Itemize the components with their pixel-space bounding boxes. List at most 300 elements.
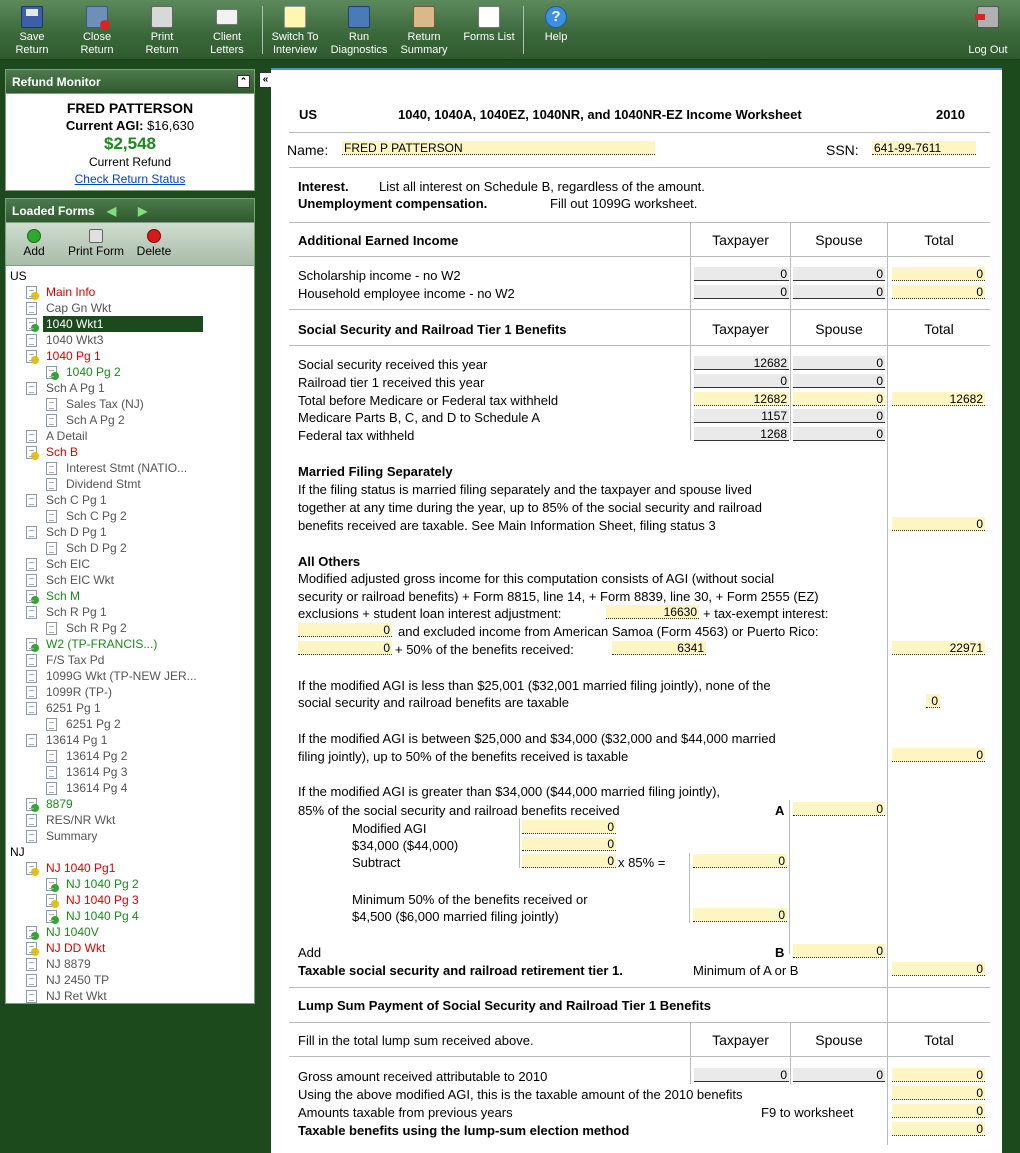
- paragraph-line: If the filing status is married filing separately and the taxpayer and spouse lived: [298, 482, 752, 497]
- tree-item[interactable]: [6, 540, 254, 556]
- divider: [289, 256, 990, 257]
- tree-item-label: NJ Ret Wkt: [46, 989, 107, 1003]
- column-divider: [519, 818, 520, 868]
- tree-item-label: A Detail: [46, 429, 88, 443]
- column-header-spouse: Spouse: [815, 232, 863, 248]
- section-heading: Married Filing Separately: [298, 464, 453, 479]
- tree-item[interactable]: [6, 556, 254, 572]
- spouse-field[interactable]: 0: [793, 285, 885, 299]
- check-badge-icon: [31, 804, 39, 812]
- column-divider: [689, 853, 690, 923]
- divider: [289, 222, 990, 223]
- row-label: Scholarship income - no W2: [298, 268, 461, 283]
- row-label: $4,500 ($6,000 married filing jointly): [352, 909, 559, 924]
- agi-field[interactable]: 16630: [606, 605, 699, 619]
- tree-item[interactable]: [6, 268, 254, 284]
- tree-item-label: 1040 Pg 1: [46, 349, 101, 363]
- tree-item-label: RES/NR Wkt: [46, 813, 116, 827]
- loaded-forms-header: Loaded Forms ◀ ▶: [5, 198, 255, 223]
- tree-item[interactable]: [6, 812, 254, 828]
- section-heading: Lump Sum Payment of Social Security and Railroad Tier 1 Benefits: [298, 998, 711, 1013]
- column-header-taxpayer: Taxpayer: [712, 1032, 769, 1048]
- tree-item-label: Sch C Pg 1: [46, 493, 107, 507]
- form-document-icon: [26, 654, 37, 667]
- taxable-2010-field[interactable]: 0: [892, 1086, 985, 1100]
- return-summary-button[interactable]: Return Summary: [399, 4, 449, 58]
- form-document-icon: [46, 718, 57, 731]
- tree-item[interactable]: [6, 988, 254, 1004]
- tree-item-label: 1040 Pg 2: [66, 365, 121, 379]
- tree-item-label: NJ 1040 Pg 4: [66, 909, 139, 923]
- samoa-field[interactable]: 0: [298, 641, 392, 655]
- check-badge-icon: [51, 372, 59, 380]
- warning-badge-icon: [51, 900, 59, 908]
- tree-item[interactable]: [6, 428, 254, 444]
- paragraph-line: social security and railroad benefits are taxable: [298, 695, 569, 710]
- tree-item[interactable]: [6, 892, 254, 908]
- taxpayer-field[interactable]: 12682: [694, 356, 789, 370]
- tree-item[interactable]: [6, 684, 254, 700]
- paragraph-line: exclusions + student loan interest adjustment:: [298, 606, 562, 621]
- line-a-field[interactable]: 0: [793, 802, 885, 816]
- form-document-icon: [26, 974, 37, 987]
- jurisdiction-label: US: [299, 107, 318, 122]
- interview-wand-icon: [284, 6, 306, 28]
- row-label: Using the above modified AGI, this is the taxable amount of the 2010 benefits: [298, 1087, 743, 1102]
- tree-item-label: Main Info: [46, 285, 96, 299]
- tree-item[interactable]: [6, 332, 254, 348]
- tax-exempt-interest-field[interactable]: 0: [298, 623, 392, 637]
- form-document-icon: [46, 542, 57, 555]
- form-document-icon: [26, 958, 37, 971]
- tree-item[interactable]: [6, 284, 254, 300]
- form-document-icon: [26, 990, 37, 1003]
- tree-item-label: 6251 Pg 1: [46, 701, 101, 715]
- form-document-icon: [46, 462, 57, 475]
- name-field[interactable]: FRED P PATTERSON: [342, 141, 655, 155]
- row-label: Taxable benefits using the lump-sum election method: [298, 1123, 630, 1138]
- form-warning-icon: [26, 286, 37, 299]
- tree-item-label: Dividend Stmt: [66, 477, 141, 491]
- tree-item[interactable]: [6, 348, 254, 364]
- forms-tree: [5, 266, 255, 1004]
- check-badge-icon: [31, 932, 39, 940]
- taxpayer-field[interactable]: 1157: [694, 409, 789, 423]
- tree-item[interactable]: [6, 956, 254, 972]
- section-heading: Social Security and Railroad Tier 1 Benefits: [298, 322, 567, 337]
- paragraph-line: + 50% of the benefits received:: [395, 642, 574, 657]
- tree-item-label: NJ 8879: [46, 957, 91, 971]
- tree-item-label: 1040 Wkt1: [43, 316, 203, 332]
- row-label: Federal tax withheld: [298, 428, 415, 443]
- tree-item-label: Summary: [46, 829, 98, 843]
- tree-item-label: NJ 1040 Pg1: [46, 861, 116, 875]
- printer-icon: [89, 229, 103, 243]
- column-header-total: Total: [924, 321, 954, 337]
- form-complete-icon: [46, 910, 57, 923]
- tree-item[interactable]: [6, 460, 254, 476]
- lump-sum-taxable-field[interactable]: 0: [892, 1122, 985, 1136]
- tree-item[interactable]: [6, 316, 254, 332]
- arrow-right-icon[interactable]: ▶: [138, 204, 148, 218]
- tree-item[interactable]: [6, 972, 254, 988]
- spouse-field[interactable]: 0: [793, 409, 885, 423]
- minimum-benefits-field[interactable]: 0: [693, 908, 787, 922]
- tree-item[interactable]: [6, 604, 254, 620]
- warning-badge-icon: [31, 356, 39, 364]
- arrow-left-icon[interactable]: ◀: [107, 204, 117, 218]
- tree-item-label: 6251 Pg 2: [66, 717, 121, 731]
- form-complete-icon: [46, 366, 57, 379]
- column-header-spouse: Spouse: [815, 321, 863, 337]
- form-document-icon: [46, 622, 57, 635]
- form-document-icon: [46, 782, 57, 795]
- tree-item[interactable]: [6, 396, 254, 412]
- form-document-icon: [26, 830, 37, 843]
- form-document-icon: [46, 478, 57, 491]
- tree-item-label: Sch C Pg 2: [66, 509, 127, 523]
- paragraph-line: filing jointly), up to 50% of the benefits received is taxable: [298, 749, 629, 764]
- paragraph-line: Modified adjusted gross income for this computation consists of AGI (without social: [298, 571, 775, 586]
- tree-item-label: 1099G Wkt (TP-NEW JER...: [46, 669, 197, 683]
- tree-item[interactable]: [6, 908, 254, 924]
- row-label: Add: [298, 945, 322, 960]
- tree-item[interactable]: [6, 700, 254, 716]
- tree-item[interactable]: [6, 476, 254, 492]
- tree-item[interactable]: [6, 364, 254, 380]
- tree-item[interactable]: [6, 444, 254, 460]
- spouse-field[interactable]: 0: [793, 267, 885, 281]
- tree-item-label: F/S Tax Pd: [46, 653, 105, 667]
- tree-item[interactable]: [6, 940, 254, 956]
- tree-item[interactable]: [6, 860, 254, 876]
- tree-item-label: NJ DD Wkt: [46, 941, 106, 955]
- taxpayer-field[interactable]: 0: [694, 267, 789, 281]
- tree-item-label: Sch A Pg 2: [66, 413, 125, 427]
- form-document-icon: [26, 702, 37, 715]
- form-document-icon: [26, 558, 37, 571]
- column-divider: [789, 800, 790, 954]
- paragraph-line: together at any time during the year, up to 85% of the social security and railroad: [298, 500, 762, 515]
- tree-item-label: W2 (TP-FRANCIS...): [46, 637, 158, 651]
- column-header-taxpayer: Taxpayer: [712, 232, 769, 248]
- form-warning-icon: [26, 446, 37, 459]
- line-b-field[interactable]: 0: [793, 944, 885, 958]
- form-document-icon: [26, 606, 37, 619]
- logout-door-icon: [977, 6, 999, 28]
- tree-item[interactable]: [6, 732, 254, 748]
- client-letters-button[interactable]: Client Letters: [205, 4, 249, 58]
- interest-heading: Interest.: [298, 179, 349, 194]
- form-complete-icon: [26, 590, 37, 603]
- line-b-label: B: [775, 945, 785, 960]
- clipboard-icon: [413, 6, 435, 28]
- current-agi: Current AGI: $16,630: [65, 118, 195, 133]
- save-return-button[interactable]: Save Return: [12, 4, 52, 58]
- row-label: $34,000 ($44,000): [352, 838, 459, 853]
- tree-item[interactable]: [6, 748, 254, 764]
- section-heading: All Others: [298, 554, 361, 569]
- check-badge-icon: [51, 916, 59, 924]
- tree-item-label: 1099R (TP-): [46, 685, 113, 699]
- tree-item[interactable]: [6, 524, 254, 540]
- subtract-field[interactable]: 0: [522, 854, 616, 868]
- column-divider: [887, 222, 888, 1145]
- tree-item[interactable]: [6, 380, 254, 396]
- column-header-total: Total: [924, 232, 954, 248]
- taxable-ss-field[interactable]: 0: [892, 962, 985, 976]
- form-warning-icon: [26, 942, 37, 955]
- previous-years-field[interactable]: 0: [892, 1104, 985, 1118]
- refund-amount: $2,548: [104, 134, 156, 153]
- diagnostics-monitor-icon: [348, 6, 370, 28]
- divider: [289, 1022, 990, 1023]
- tree-item-label: Sch M: [46, 589, 81, 603]
- form-complete-icon: [26, 638, 37, 651]
- unemployment-heading: Unemployment compensation.: [298, 196, 488, 211]
- collapse-icon[interactable]: ⌃: [237, 75, 250, 88]
- divider: [289, 987, 990, 988]
- tree-item-label: US: [10, 269, 27, 283]
- refund-monitor-panel: [5, 69, 255, 191]
- check-badge-icon: [31, 596, 39, 604]
- tree-item[interactable]: [6, 492, 254, 508]
- tree-item[interactable]: [6, 636, 254, 652]
- form-complete-icon: [26, 926, 37, 939]
- tree-item-label: Sch A Pg 1: [46, 381, 105, 395]
- envelope-icon: [216, 9, 238, 25]
- divider: [289, 132, 990, 133]
- form-complete-icon: [46, 878, 57, 891]
- toolbar-separator: [262, 6, 263, 54]
- column-header-taxpayer: Taxpayer: [712, 321, 769, 337]
- tree-item[interactable]: [6, 508, 254, 524]
- form-complete-icon: [26, 798, 37, 811]
- delete-form-button[interactable]: Delete: [132, 229, 176, 258]
- interest-text: List all interest on Schedule B, regardless of the amount.: [379, 179, 705, 194]
- tree-item[interactable]: [6, 828, 254, 844]
- print-return-button[interactable]: Print Return: [141, 4, 183, 58]
- row-label: Subtract: [352, 855, 401, 870]
- refund-monitor-header: Refund Monitor ⌃: [5, 69, 255, 94]
- total-field[interactable]: 12682: [892, 392, 985, 406]
- form-document-icon: [46, 414, 57, 427]
- form-warning-icon: [26, 350, 37, 363]
- tree-item-label: Sch D Pg 1: [46, 525, 107, 539]
- ssn-label: SSN:: [826, 142, 859, 158]
- tree-item-label: 1040 Wkt3: [46, 333, 104, 347]
- print-form-button[interactable]: Print Form: [64, 229, 128, 258]
- collapse-panel-icon[interactable]: «: [259, 72, 272, 88]
- modified-agi-field[interactable]: 0: [522, 820, 616, 834]
- form-document-icon: [26, 686, 37, 699]
- paragraph-line: and excluded income from American Samoa (Form 4563) or Puerto Rico:: [398, 624, 819, 639]
- tree-item[interactable]: [6, 716, 254, 732]
- f9-worksheet-link[interactable]: F9 to worksheet: [761, 1105, 854, 1120]
- form-document-icon: [26, 494, 37, 507]
- column-header-total: Total: [924, 1032, 954, 1048]
- spouse-field[interactable]: 0: [793, 392, 885, 406]
- tree-item[interactable]: [6, 796, 254, 812]
- tree-item[interactable]: [6, 300, 254, 316]
- tree-item-label: Sch D Pg 2: [66, 541, 127, 555]
- form-document-icon: [26, 574, 37, 587]
- help-button[interactable]: ? Help: [544, 8, 568, 43]
- name-label: Name:: [287, 142, 329, 158]
- none-taxable-field[interactable]: 0: [926, 694, 940, 708]
- total-field[interactable]: 0: [892, 1068, 985, 1082]
- multiplier-label: x 85% =: [618, 855, 666, 870]
- row-label: Amounts taxable from previous years: [298, 1105, 513, 1120]
- row-label: Total before Medicare or Federal tax withheld: [298, 393, 559, 408]
- tree-item[interactable]: [6, 780, 254, 796]
- check-return-status-link[interactable]: Check Return Status: [74, 172, 186, 186]
- warning-badge-icon: [31, 452, 39, 460]
- form-document-icon: [26, 430, 37, 443]
- toolbar: [0, 0, 1020, 60]
- worksheet-title: 1040, 1040A, 1040EZ, 1040NR, and 1040NR-EZ Income Worksheet: [398, 107, 802, 122]
- total-field[interactable]: 0: [892, 267, 985, 281]
- close-return-button[interactable]: Close Return: [76, 4, 118, 58]
- client-name: FRED PATTERSON: [66, 100, 194, 116]
- form-document-icon: [46, 398, 57, 411]
- form-document-icon: [26, 814, 37, 827]
- divider: [289, 167, 990, 168]
- forms-list-button[interactable]: Forms List: [462, 4, 516, 58]
- taxpayer-field[interactable]: 1268: [694, 427, 789, 441]
- taxpayer-field[interactable]: 0: [694, 1068, 789, 1082]
- tree-item[interactable]: [6, 844, 254, 860]
- loaded-forms-panel: [5, 198, 255, 1004]
- spouse-field[interactable]: 0: [793, 374, 885, 388]
- form-warning-icon: [46, 894, 57, 907]
- column-header-spouse: Spouse: [815, 1032, 863, 1048]
- check-badge-icon: [31, 644, 39, 652]
- tree-item-label: Sch B: [46, 445, 79, 459]
- refund-monitor-body: [5, 94, 255, 191]
- paragraph-line: If the modified AGI is greater than $34,000 ($44,000 married filing jointly),: [298, 784, 721, 799]
- form-document-icon: [46, 750, 57, 763]
- line-a-label: A: [775, 803, 785, 818]
- form-warning-icon: [26, 862, 37, 875]
- paragraph-line: benefits received are taxable. See Main Information Sheet, filing status 3: [298, 518, 716, 533]
- tree-item-label: NJ 2450 TP: [46, 973, 110, 987]
- row-label: Social security received this year: [298, 357, 488, 372]
- tree-item[interactable]: [6, 620, 254, 636]
- tree-item[interactable]: [6, 412, 254, 428]
- form-complete-icon: [26, 318, 37, 331]
- tree-item-label: NJ 1040V: [46, 925, 99, 939]
- run-diagnostics-button[interactable]: Run Diagnostics: [330, 4, 388, 58]
- row-label: Household employee income - no W2: [298, 286, 515, 301]
- income-worksheet: [271, 68, 1002, 1153]
- folder-close-icon: [86, 6, 108, 28]
- tree-item[interactable]: [6, 572, 254, 588]
- warning-badge-icon: [31, 292, 39, 300]
- form-document-icon: [46, 766, 57, 779]
- tree-item-label: NJ 1040 Pg 2: [66, 877, 139, 891]
- form-document-icon: [26, 526, 37, 539]
- switch-to-interview-button[interactable]: Switch To Interview: [268, 4, 322, 58]
- warning-badge-icon: [31, 948, 39, 956]
- tree-item[interactable]: [6, 668, 254, 684]
- ssn-field[interactable]: 641-99-7611: [872, 141, 976, 155]
- loaded-forms-toolbar: [5, 223, 255, 266]
- tree-item-label: NJ 1040 Pg 3: [66, 893, 139, 907]
- unemployment-text: Fill out 1099G worksheet.: [550, 196, 698, 211]
- spouse-field[interactable]: 0: [793, 356, 885, 370]
- form-document-icon: [26, 670, 37, 683]
- form-document-icon: [26, 334, 37, 347]
- taxpayer-field[interactable]: 12682: [694, 392, 789, 406]
- taxpayer-field[interactable]: 0: [694, 285, 789, 299]
- form-document-icon: [26, 734, 37, 747]
- tree-item-label: Sch EIC: [46, 557, 91, 571]
- row-label: Gross amount received attributable to 2010: [298, 1069, 548, 1084]
- half-taxable-field[interactable]: 0: [892, 748, 985, 762]
- tree-item-label: 8879: [46, 797, 73, 811]
- spouse-field[interactable]: 0: [793, 1068, 885, 1082]
- tree-item[interactable]: [6, 924, 254, 940]
- tree-item-label: 13614 Pg 2: [66, 749, 128, 763]
- add-form-button[interactable]: Add: [16, 229, 52, 258]
- row-label: Railroad tier 1 received this year: [298, 375, 485, 390]
- log-out-button[interactable]: Log Out: [966, 4, 1010, 58]
- taxpayer-field[interactable]: 0: [694, 374, 789, 388]
- tree-item[interactable]: [6, 652, 254, 668]
- divider: [289, 1056, 990, 1057]
- check-badge-icon: [31, 324, 39, 332]
- tree-item-label: Sch R Pg 1: [46, 605, 107, 619]
- divider: [289, 345, 990, 346]
- threshold-field[interactable]: 0: [522, 837, 616, 851]
- row-label: Modified AGI: [352, 821, 427, 836]
- tree-item[interactable]: [6, 876, 254, 892]
- row-label: Minimum of A or B: [693, 963, 799, 978]
- form-document-icon: [46, 510, 57, 523]
- delete-icon: [147, 229, 161, 243]
- row-label: Minimum 50% of the benefits received or: [352, 892, 588, 907]
- paragraph-line: If the modified AGI is less than $25,001 ($32,001 married filing jointly), none of the: [298, 678, 771, 693]
- check-badge-icon: [51, 884, 59, 892]
- forms-list-icon: [478, 6, 500, 28]
- paragraph-line: If the modified AGI is between $25,000 and $34,000 ($32,000 and $44,000 married: [298, 731, 776, 746]
- tree-item[interactable]: [6, 588, 254, 604]
- paragraph-line: 85% of the social security and railroad benefits received: [298, 803, 620, 818]
- tree-item[interactable]: [6, 764, 254, 780]
- subtract-result-field[interactable]: 0: [693, 854, 787, 868]
- tree-item-label: Sch R Pg 2: [66, 621, 127, 635]
- tree-item-label: 13614 Pg 3: [66, 765, 128, 779]
- mfs-total-field[interactable]: 0: [892, 517, 985, 531]
- half-benefits-field[interactable]: 6341: [612, 641, 706, 655]
- tree-item-label: Cap Gn Wkt: [46, 301, 112, 315]
- divider: [289, 309, 990, 310]
- modified-agi-total-field[interactable]: 22971: [892, 641, 985, 655]
- tree-item-label: Interest Stmt (NATIO...: [66, 461, 188, 475]
- tree-item-label: Sch EIC Wkt: [46, 573, 115, 587]
- row-label: Fill in the total lump sum received above.: [298, 1033, 534, 1048]
- tree-item-label: NJ: [10, 845, 25, 859]
- tree-item-label: Sales Tax (NJ): [66, 397, 144, 411]
- toolbar-separator: [523, 6, 524, 54]
- add-icon: [27, 229, 41, 243]
- tax-year: 2010: [936, 107, 965, 122]
- spouse-field[interactable]: 0: [793, 427, 885, 441]
- tree-item-label: 13614 Pg 4: [66, 781, 128, 795]
- row-label: Taxable social security and railroad retirement tier 1.: [298, 963, 623, 978]
- total-field[interactable]: 0: [892, 285, 985, 299]
